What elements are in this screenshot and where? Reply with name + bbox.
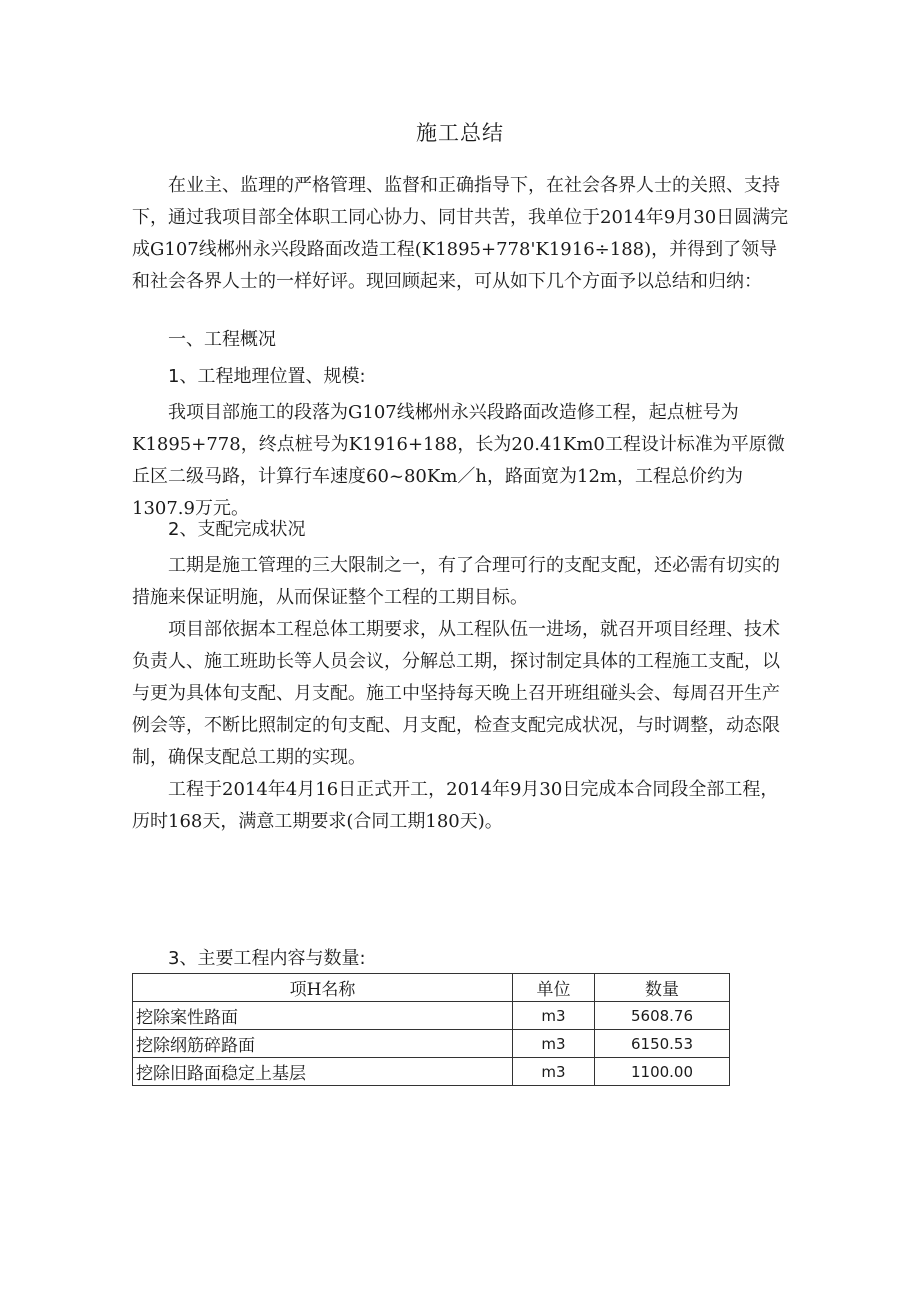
header-quantity: 数量: [595, 974, 730, 1002]
cell-unit: m3: [513, 1058, 595, 1086]
table-row: [133, 1058, 730, 1086]
table-header-row: [133, 974, 730, 1002]
cell-item-name: 挖除纲筋碎路面: [133, 1030, 513, 1058]
location-paragraph: 我项目部施工的段落为G107线郴州永兴段路面改造修工程，起点桩号为K1895+778，终点桩号为K1916+188，长为20.41Km0工程设计标准为平原微丘区二级马路，计算行车速度60~80Km／h，路面宽为12m，工程总价约为1307.9万元。: [132, 402, 785, 519]
cell-unit: m3: [513, 1030, 595, 1058]
section-heading-overview: 一、工程概况: [168, 329, 276, 350]
table-row: [133, 1002, 730, 1030]
table-row: [133, 1030, 730, 1058]
cell-item-name: 挖除案性路面: [133, 1002, 513, 1030]
quantities-table: [132, 973, 730, 1086]
cell-quantity: 5608.76: [595, 1002, 730, 1030]
subsection-heading-quantities: 3、主要工程内容与数量:: [168, 948, 366, 969]
intro-section: [132, 170, 792, 298]
cell-item-name: 挖除旧路面稳定上基层: [133, 1058, 513, 1086]
location-section: [132, 397, 792, 525]
page-title: 施工总结: [416, 121, 504, 145]
intro-paragraph: 在业主、监理的严格管理、监督和正确指导下，在社会各界人士的关照、支持下，通过我项目部全体职工同心协力、同甘共苦，我单位于2014年9月30日圆满完成G107线郴州永兴段路面改造工程(K1895+778'K1916÷188)，并得到了领导和社会各界人士的一样好评。现回顾起来，可从如下几个方面予以总结和归纳：: [132, 175, 789, 292]
subsection-heading-location: 1、工程地理位置、规模:: [168, 366, 366, 387]
header-unit: 单位: [513, 974, 595, 1002]
progress-section: [132, 550, 792, 838]
header-item-name: 项H名称: [133, 974, 513, 1002]
progress-paragraph-3: 工程于2014年4月16日正式开工，2014年9月30日完成本合同段全部工程，历时168天，满意工期要求(合同工期180天)。: [132, 779, 779, 832]
subsection-heading-progress: 2、支配完成状况: [168, 519, 306, 540]
cell-quantity: 6150.53: [595, 1030, 730, 1058]
cell-quantity: 1100.00: [595, 1058, 730, 1086]
cell-unit: m3: [513, 1002, 595, 1030]
progress-paragraph-2: 项目部依据本工程总体工期要求，从工程队伍一进场，就召开项目经理、技术负责人、施工班助长等人员会议，分解总工期，探讨制定具体的工程施工支配，以与更为具体旬支配、月支配。施工中坚持每天晚上召开班组碰头会、每周召开生产例会等，不断比照制定的旬支配、月支配，检查支配完成状况，与时调整，动态限制，确保支配总工期的实现。: [132, 619, 780, 768]
progress-paragraph-1: 工期是施工管理的三大限制之一，有了合理可行的支配支配，还必需有切实的措施来保证明施，从而保证整个工程的工期目标。: [132, 555, 780, 608]
